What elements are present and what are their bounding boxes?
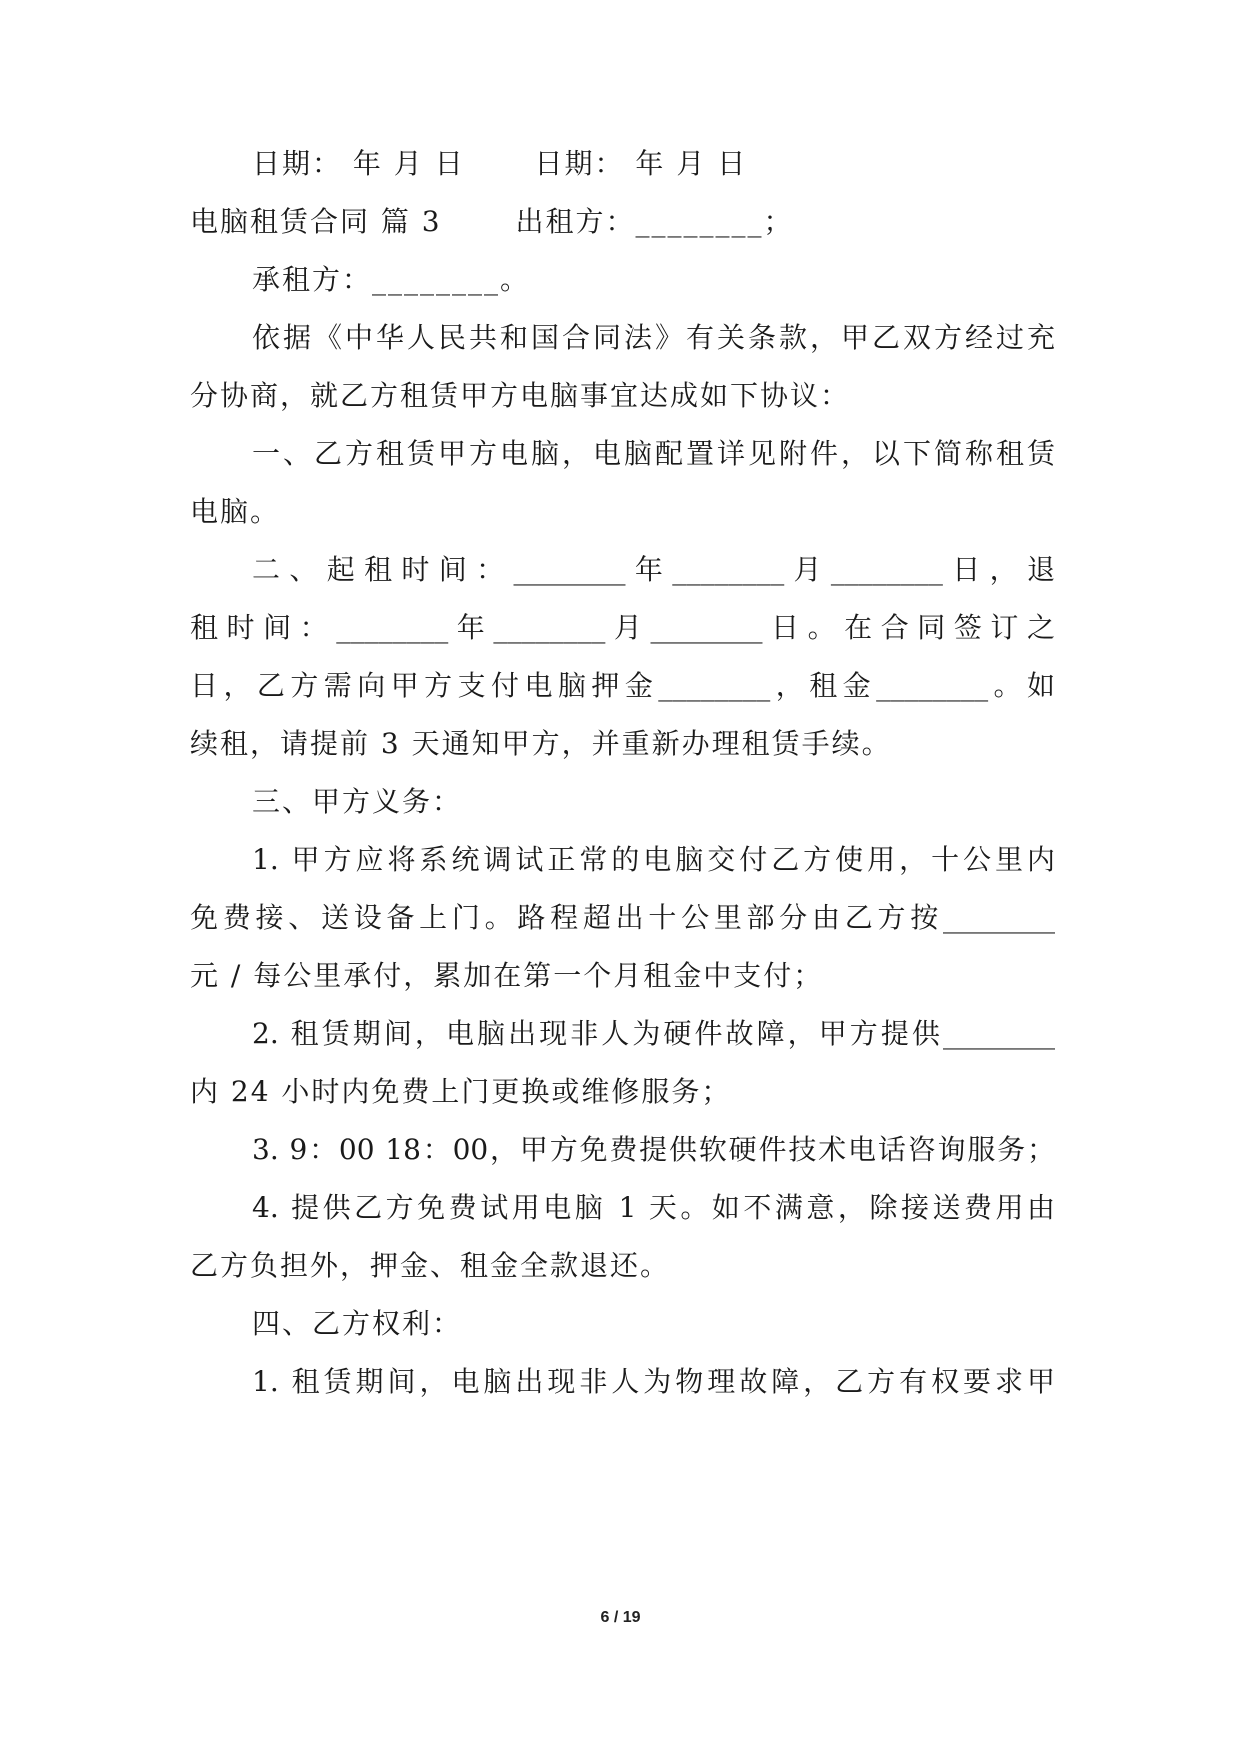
paragraph-line: 分协商，就乙方租赁甲方电脑事宜达成如下协议：	[190, 379, 851, 412]
paragraph-line: 续租，请提前 3 天通知甲方，并重新办理租赁手续。	[190, 727, 892, 760]
party-b-date: 日期： 年 月 日	[534, 147, 748, 180]
paragraph-line: 二、起租时间：________年________月________日，退	[252, 553, 1055, 586]
contract-heading-line	[190, 204, 1055, 240]
paragraph-line: 日，乙方需向甲方支付电脑押金________，租金________。如	[190, 669, 1055, 702]
paragraph-line: 元 / 每公里承付，累加在第一个月租金中支付；	[190, 959, 824, 992]
page-number: 6 / 19	[600, 1609, 641, 1626]
paragraph-line: 1. 甲方应将系统调试正常的电脑交付乙方使用，十公里内	[252, 843, 1055, 876]
lessor-field: 出租方：________；	[515, 205, 794, 238]
lessee-field: 承租方：________。	[252, 263, 531, 296]
paragraph-line: 电脑。	[190, 495, 281, 528]
paragraph-line: 4. 提供乙方免费试用电脑 1 天。如不满意，除接送费用由	[252, 1191, 1055, 1224]
paragraph-line: 1. 租赁期间，电脑出现非人为物理故障，乙方有权要求甲	[252, 1365, 1055, 1398]
date-line	[252, 146, 1055, 182]
paragraph-line: 3. 9：00 18：00，甲方免费提供软硬件技术电话咨询服务；	[252, 1133, 1055, 1166]
contract-title: 电脑租赁合同 篇 3	[190, 205, 442, 238]
paragraph-line: 一、乙方租赁甲方电脑，电脑配置详见附件，以下简称租赁	[252, 437, 1055, 470]
paragraph-line: 内 24 小时内免费上门更换或维修服务；	[190, 1075, 732, 1108]
paragraph-line: 依据《中华人民共和国合同法》有关条款，甲乙双方经过充	[252, 321, 1055, 354]
section-heading: 三、甲方义务：	[252, 785, 463, 818]
paragraph-line: 2. 租赁期间，电脑出现非人为硬件故障，甲方提供________	[252, 1017, 1055, 1050]
section-heading: 四、乙方权利：	[252, 1307, 463, 1340]
paragraph-line: 乙方负担外，押金、租金全款退还。	[190, 1249, 671, 1282]
paragraph-line: 免费接、送设备上门。路程超出十公里部分由乙方按________	[190, 901, 1055, 934]
party-a-date: 日期： 年 月 日	[252, 147, 465, 180]
paragraph-line: 租时间：________年________月________日。在合同签订之	[190, 611, 1055, 644]
